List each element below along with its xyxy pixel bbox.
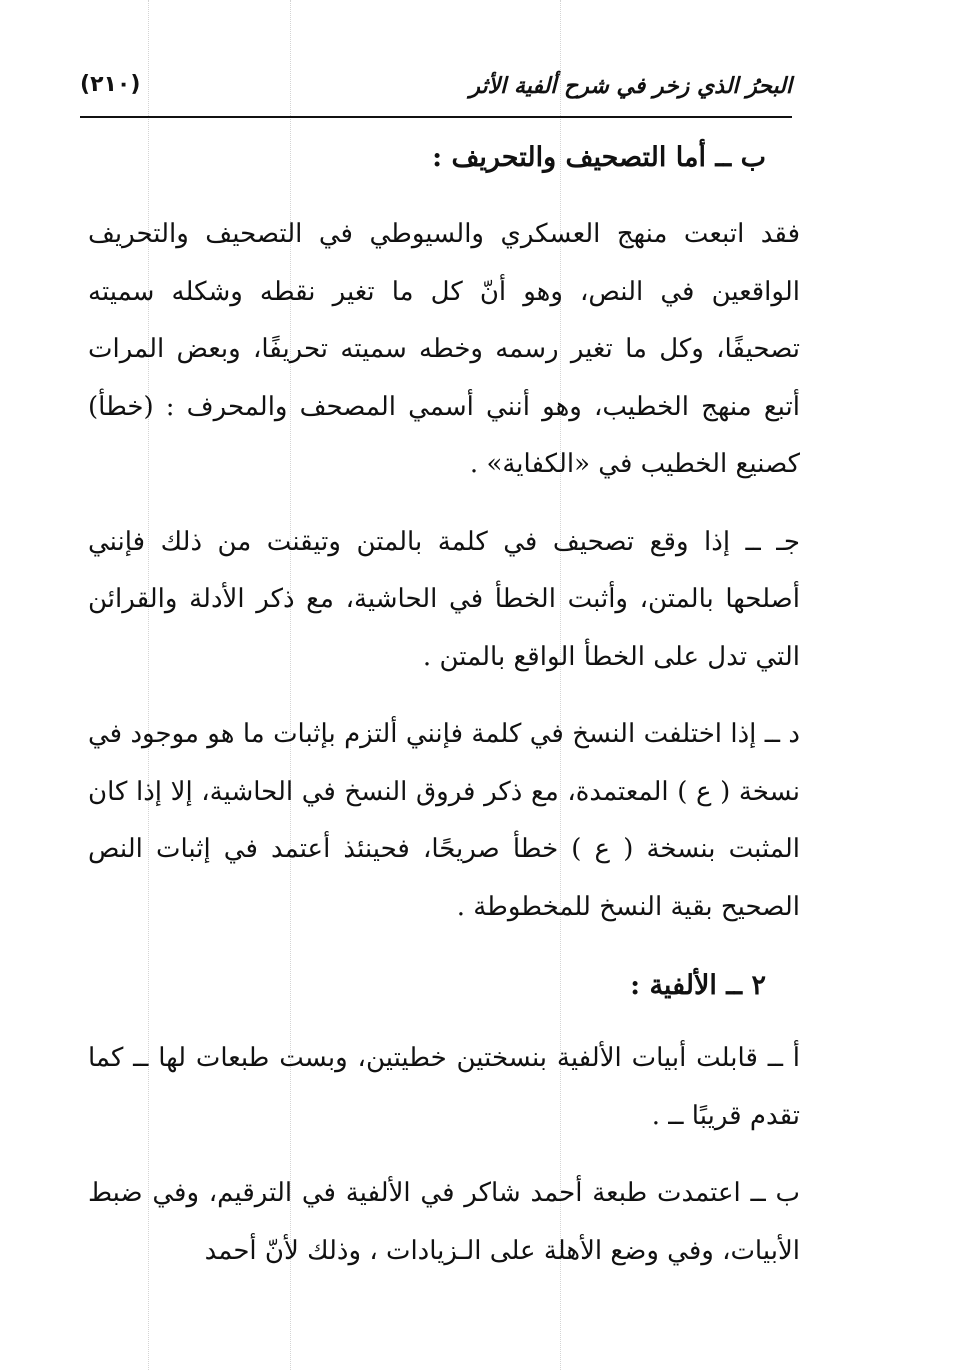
page-body (88, 128, 800, 1300)
paragraph-item-jim: جـ ــ إذا وقع تصحيف في كلمة بالمتن وتيقنت من ذلك فإنني أصلحها بالمتن، وأثبت الخطأ في الحاشية، مع ذكر الأدلة والقرائن التي تدل على الخطأ الواقع بالمتن . (88, 526, 800, 672)
paragraph-item-alif: أ ــ قابلت أبيات الألفية بنسختين خطيتين، وبست طبعات لها ــ كما تقدم قريبًا ــ . (88, 1043, 800, 1131)
section-heading-alfiya: ٢ ــ الألفية : (630, 970, 766, 1001)
paragraph-item-dal: د ــ إذا اختلفت النسخ في كلمة فإنني ألتزم بإثبات ما هو موجود في نسخة ( ع ) المعتمدة، مع ذكر فروق النسخ في الحاشية، إلا إذا كان المثبت بنسخة ( ع ) خطأ صريحًا، فحينئذ أعتمد في إثبات النص الصحيح بقية النسخ للمخطوطة . (88, 719, 800, 922)
paragraph-item-ba: ب ــ اعتمدت طبعة أحمد شاكر في الألفية في الترقيم، وفي ضبط الأبيات، وفي وضع الأهلة على الـزيادات ، وذلك لأنّ أحمد (88, 1178, 800, 1266)
paragraph-tashif: فقد اتبعت منهج العسكري والسيوطي في التصحيف والتحريف الواقعين في النص، وهو أنّ كل ما تغير نقطه وشكله سميته تصحيفًا، وكل ما تغير رسمه وخطه سميته تحريفًا، وبعض المرات أتبع منهج الخطيب، وهو أنني أسمي المصحف والمحرف : (خطأ) كصنيع الخطيب في «الكفاية» . (88, 219, 800, 479)
section-heading-tashif: ب ــ أما التصحيف والتحريف : (432, 142, 766, 173)
page-header (80, 68, 792, 118)
book-title: البحرُ الذي زخر في شرح ألفية الأثر (469, 74, 792, 99)
page-number: (٢١٠) (80, 72, 141, 97)
